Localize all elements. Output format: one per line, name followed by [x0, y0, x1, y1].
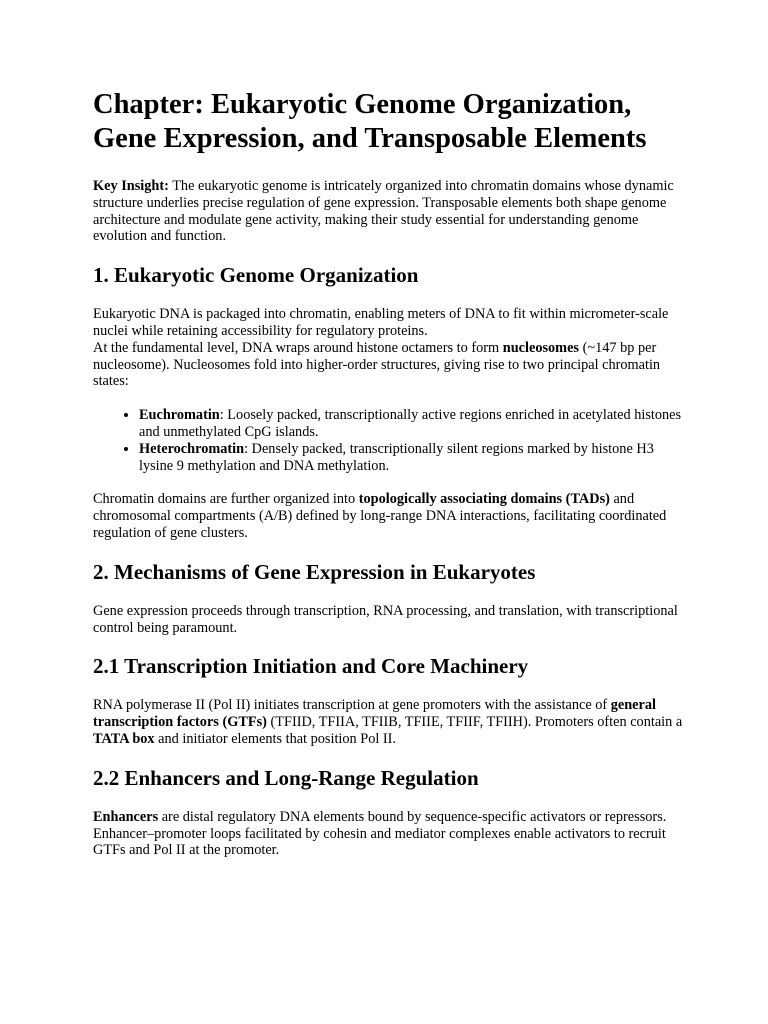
section-2-1-p-c: and initiator elements that position Pol II.	[154, 730, 396, 747]
section-2-heading: 2. Mechanisms of Gene Expression in Eukaryotes	[93, 559, 536, 584]
key-insight-paragraph	[93, 178, 683, 245]
section-2-paragraph: Gene expression proceeds through transcription, RNA processing, and translation, with transcriptional control being paramount.	[93, 602, 678, 636]
section-1-p1-line1: Eukaryotic DNA is packaged into chromatin, enabling meters of DNA to fit within micrometer-scale nuclei while retaining accessibility for regulatory proteins.	[93, 306, 669, 339]
nucleosomes-term: nucleosomes	[502, 339, 579, 356]
section-2-1-p-a: RNA polymerase II (Pol II) initiates transcription at gene promoters with the assistance of	[93, 697, 611, 714]
gtfs-term: general transcription factors (GTFs)	[93, 697, 656, 731]
section-2-2-heading: 2.2 Enhancers and Long-Range Regulation	[93, 765, 479, 790]
section-2-1-p-b: (TFIID, TFIIA, TFIIB, TFIIE, TFIIF, TFIIH). Promoters often contain a	[266, 714, 683, 731]
section-1-paragraph-1	[93, 306, 683, 390]
tads-term: topologically associating domains (TADs)	[358, 491, 610, 508]
heterochromatin-text: : Densely packed, transcriptionally silent regions marked by histone H3 lysine 9 methylation and DNA methylation.	[139, 440, 654, 474]
section-1-p1-line2-b: (~147 bp per nucleosome). Nucleosomes fold into higher-order structures, giving rise to two principal chromatin states:	[93, 339, 661, 390]
section-1-p2-a: Chromatin domains are further organized into	[93, 491, 359, 508]
section-2-1-paragraph	[93, 697, 683, 747]
euchromatin-term: Euchromatin	[139, 407, 220, 424]
key-insight-text: The eukaryotic genome is intricately organized into chromatin domains whose dynamic structure underlies precise regulation of gene expression. Transposable elements both shape genome architecture and modulate gene activity, making their study essential for understanding genome evolution and function.	[93, 178, 674, 245]
key-insight-label: Key Insight:	[93, 178, 169, 194]
document-page	[93, 88, 683, 876]
heterochromatin-term: Heterochromatin	[139, 440, 245, 457]
section-1-p1-line2-a: At the fundamental level, DNA wraps around histone octamers to form	[93, 339, 503, 356]
list-item-heterochromatin	[139, 441, 683, 475]
section-2-1-heading: 2.1 Transcription Initiation and Core Machinery	[93, 654, 529, 679]
list-item-euchromatin	[139, 407, 683, 441]
section-1-paragraph-2	[93, 491, 683, 541]
section-1-heading: 1. Eukaryotic Genome Organization	[93, 263, 419, 288]
tata-box-term: TATA box	[93, 730, 155, 747]
section-2-2-paragraph	[93, 809, 683, 859]
section-1-p2-b: and chromosomal compartments (A/B) defined by long-range DNA interactions, facilitating coordinated regulation of gene clusters.	[93, 491, 667, 541]
chromatin-states-list	[93, 407, 683, 474]
euchromatin-text: : Loosely packed, transcriptionally active regions enriched in acetylated histones and unmethylated CpG islands.	[139, 407, 682, 440]
chapter-title: Chapter: Eukaryotic Genome Organization, Gene Expression, and Transposable Elements	[93, 89, 647, 154]
section-2-2-p-rest: are distal regulatory DNA elements bound by sequence-specific activators or repressors. Enhancer–promoter loops facilitated by cohesin and mediator complexes enable activators to recruit GTFs and Pol II at the promoter.	[93, 808, 667, 859]
enhancers-term: Enhancers	[93, 808, 159, 825]
